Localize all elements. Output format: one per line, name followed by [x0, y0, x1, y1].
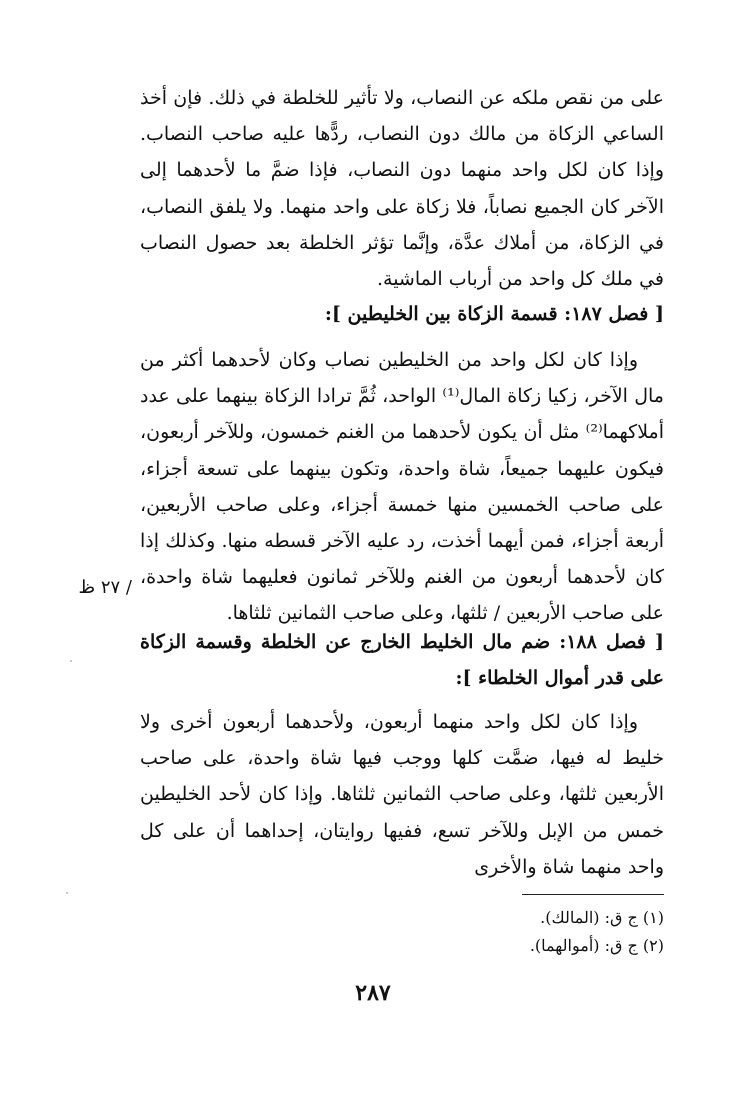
- footnote-divider: [522, 894, 664, 895]
- heading-label: فصل ١٨٨: [566, 631, 646, 653]
- section-heading-188: [140, 624, 664, 696]
- heading-label: فصل ١٨٧: [571, 303, 649, 325]
- section-heading-187: [140, 296, 664, 332]
- heading-close-bracket: ]:: [455, 667, 479, 689]
- footnote-2: (٢) ج ق: (أموالهما).: [529, 936, 664, 955]
- scan-speck: [70, 660, 72, 662]
- section-heading-text: [140, 296, 664, 332]
- paragraph-section-187: [140, 342, 664, 632]
- heading-open-bracket: [: [648, 303, 664, 325]
- heading-close-bracket: ]:: [324, 303, 348, 325]
- footnotes: [360, 904, 664, 960]
- heading-title: قسمة الزكاة بين الخليطين: [347, 303, 558, 325]
- paragraph-text: وإذا كان لكل واحد من الخليطين نصاب وكان لأحدهما أكثر من مال الآخر، زكيا زكاة المال⁽¹⁾ الواحد، ثُمَّ ترادا الزكاة بينهما على عدد أملاكهما⁽²⁾ مثل أن يكون لأحدهما من الغنم خمسون، وللآخر أربعون، فيكون عليهما جميعاً، شاة واحدة، وتكون بينهما على تسعة أجزاء، على صاحب الخمسين منها خمسة أجزاء، وعلى صاحب الأربعين، أربعة أجزاء، فمن أيهما أخذت، رد عليه الآخر قسطه منها. وكذلك إذا كان لأحدهما أربعون من الغنم وللآخر ثمانون فعليهما شاة واحدة، على صاحب الأربعين / ثلثها، وعلى صاحب الثمانين ثلثاها.: [140, 349, 664, 625]
- footnote-1: (١) ج ق: (المالك).: [540, 908, 664, 927]
- paragraph-continued: [140, 80, 664, 297]
- margin-folio-note: / ٢٧ ظ: [78, 577, 132, 598]
- paragraph-text: على من نقص ملكه عن النصاب، ولا تأثير للخلطة في ذلك. فإن أخذ الساعي الزكاة من مالك دون النصاب، ردًّها عليه صاحب النصاب. وإذا كان لكل واحد منهما دون النصاب، فإذا ضمَّ ما لأحدهما إلى الآخر كان الجميع نصاباً، فلا زكاة على واحد منهما. ولا يلفق النصاب، في الزكاة، من أملاك عدَّة، وإنَّما تؤثر الخلطة بعد حصول النصاب في ملك كل واحد من أرباب الماشية.: [140, 87, 664, 291]
- scan-speck: [66, 892, 68, 894]
- heading-colon: :: [557, 303, 572, 325]
- heading-title: ضم مال الخليط الخارج عن الخلطة وقسمة الزكاة على قدر أموال الخلطاء: [140, 631, 664, 689]
- paragraph-text: وإذا كان لكل واحد منهما أربعون، ولأحدهما أربعون أخرى ولا خليط له فيها، ضمَّت كلها ووجب فيها شاة واحدة، على صاحب الأربعين ثلثها، وعلى صاحب الثمانين ثلثاها. وإذا كان لأحد الخليطين خمس من الإبل وللآخر تسع، ففيها روايتان، إحداهما أن على كل واحد منهما شاة والأخرى: [140, 711, 664, 878]
- paragraph-section-188: [140, 704, 664, 885]
- page-number: ٢٨٧: [355, 980, 391, 1006]
- heading-colon: :: [550, 631, 567, 653]
- heading-open-bracket: [: [645, 631, 664, 653]
- section-heading-text: [140, 624, 664, 696]
